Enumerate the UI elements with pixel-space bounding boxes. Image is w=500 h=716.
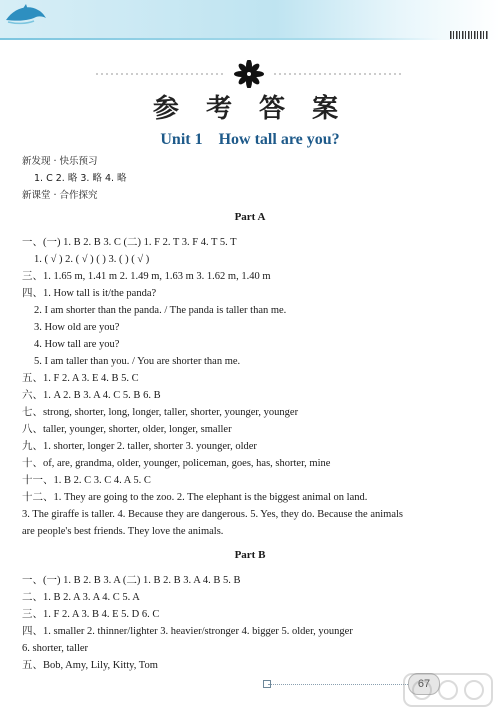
answer-line: 3. The giraffe is taller. 4. Because they are dangerous. 5. Yes, they do. Because the animals (22, 509, 404, 520)
answer-line: 四、1. How tall is it/the panda? (22, 288, 157, 299)
answer-line: 二、1. B 2. A 3. A 4. C 5. A (22, 592, 140, 603)
answer-line: 六、1. A 2. B 3. A 4. C 5. B 6. B (22, 390, 161, 401)
answer-line: 十一、1. B 2. C 3. C 4. A 5. C (22, 475, 151, 486)
answer-line: 2. I am shorter than the panda. / The panda is taller than me. (34, 305, 287, 316)
answer-line: 一、(一) 1. B 2. B 3. C (二) 1. F 2. T 3. F 4. T 5. T (22, 237, 237, 248)
answer-line: 3. How old are you? (34, 322, 120, 333)
answer-line: are people's best friends. They love the animals. (22, 526, 224, 537)
answer-line: 三、1. 1.65 m, 1.41 m 2. 1.49 m, 1.63 m 3. 1.62 m, 1.40 m (22, 271, 271, 282)
page-number: 67 (408, 673, 440, 695)
unit-title (0, 131, 500, 149)
header-band-line (0, 38, 440, 40)
page-title: 参 考 答 案 (152, 94, 348, 124)
answer-line: 五、Bob, Amy, Lily, Kitty, Tom (22, 660, 158, 671)
answer-line: 4. How tall are you? (34, 339, 120, 350)
part-a-heading: Part A (234, 211, 266, 223)
section-heading-preview: 新发现 · 快乐预习 (22, 156, 98, 167)
answer-line: 三、1. F 2. A 3. B 4. E 5. D 6. C (22, 609, 160, 620)
answer-line: 十、of, are, grandma, older, younger, policeman, goes, has, shorter, mine (22, 458, 331, 469)
ornament-divider-icon (96, 60, 402, 88)
part-b-heading: Part B (234, 549, 266, 561)
dolphin-logo-icon (4, 2, 48, 26)
unit-name: How tall are you? (218, 131, 340, 148)
barcode-icon (450, 31, 488, 39)
answer-line: 6. shorter, taller (22, 643, 89, 654)
section-heading-class: 新课堂 · 合作探究 (22, 190, 98, 201)
answer-line: 九、1. shorter, longer 2. taller, shorter 3. younger, older (22, 441, 257, 452)
answer-line: 八、taller, younger, shorter, older, longer, smaller (22, 424, 232, 435)
answer-line: 5. I am taller than you. / You are shorter than me. (34, 356, 241, 367)
answer-line: 五、1. F 2. A 3. E 4. B 5. C (22, 373, 139, 384)
answer-line: 1. C 2. 略 3. 略 4. 略 (34, 173, 127, 184)
unit-number: Unit 1 (160, 131, 203, 148)
answer-line: 七、strong, shorter, long, longer, taller, shorter, younger, younger (22, 407, 299, 418)
answer-line: 1. ( √ ) 2. ( √ ) ( ) 3. ( ) ( √ ) (34, 254, 150, 265)
header-band (0, 0, 500, 40)
answer-line: 四、1. smaller 2. thinner/lighter 3. heavier/stronger 4. bigger 5. older, younger (22, 626, 353, 637)
answer-line: 十二、1. They are going to the zoo. 2. The elephant is the biggest animal on land. (22, 492, 368, 503)
footer-dotted-line (268, 684, 408, 685)
watermark-icon (402, 670, 494, 710)
answer-line: 一、(一) 1. B 2. B 3. A (二) 1. B 2. B 3. A 4. B 5. B (22, 575, 241, 586)
